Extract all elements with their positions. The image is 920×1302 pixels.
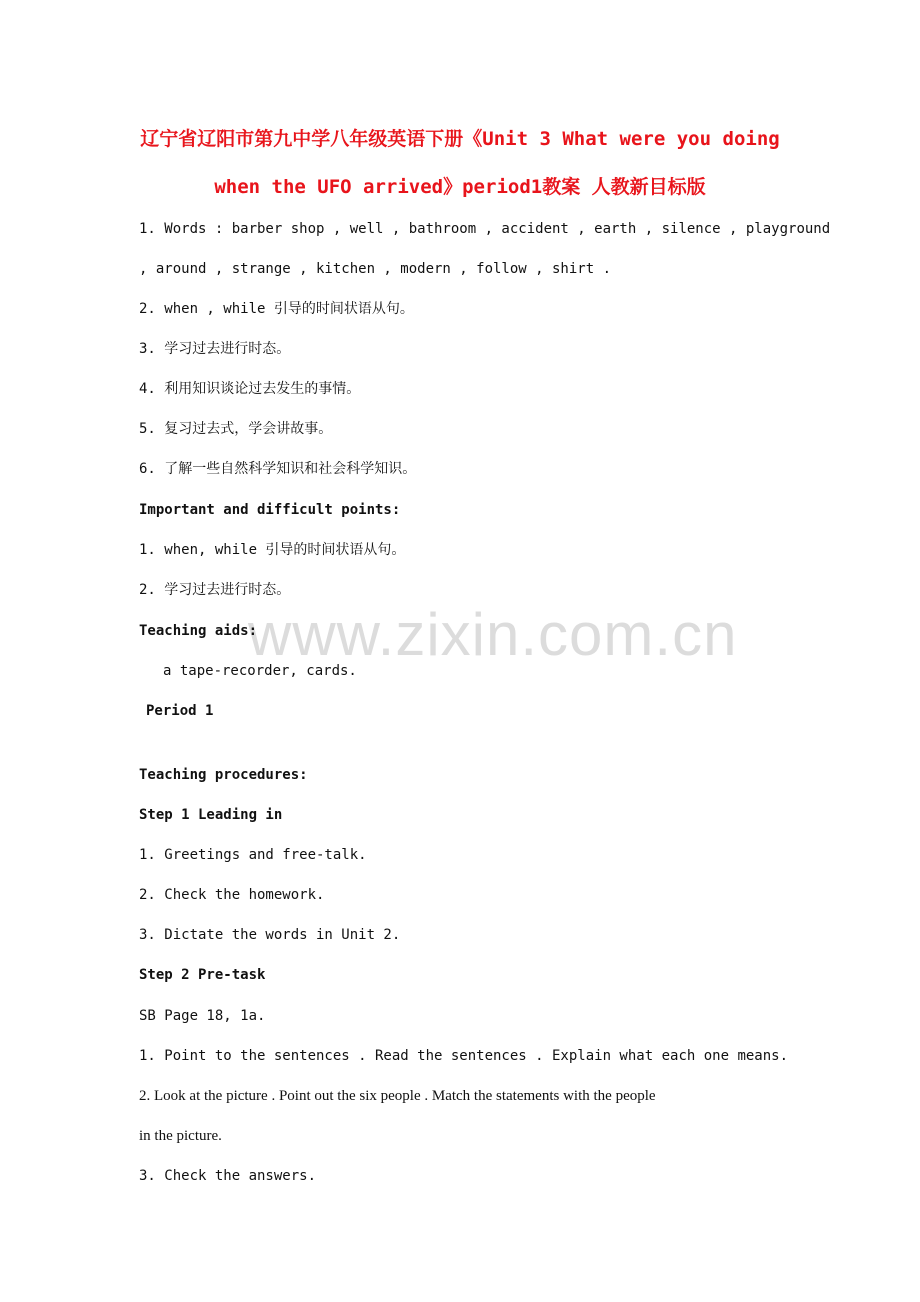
- document-title-line-1: 辽宁省辽阳市第九中学八年级英语下册《Unit 3 What were you doing: [140, 128, 780, 150]
- step1-heading: Step 1 Leading in: [139, 807, 283, 823]
- objective-item-6: 6. 了解一些自然科学知识和社会科学知识。: [139, 461, 417, 477]
- teaching-aids-text: a tape-recorder, cards.: [163, 663, 357, 679]
- objective-item-4: 4. 利用知识谈论过去发生的事情。: [139, 381, 361, 397]
- step2-reference: SB Page 18, 1a.: [139, 1008, 266, 1024]
- objective-item-5: 5. 复习过去式，学会讲故事。: [139, 421, 333, 437]
- step2-heading: Step 2 Pre-task: [139, 967, 266, 983]
- step1-item-1: 1. Greetings and free-talk.: [139, 847, 367, 863]
- procedures-heading: Teaching procedures:: [139, 767, 308, 783]
- step1-item-3: 3. Dictate the words in Unit 2.: [139, 927, 401, 943]
- objective-words-line-1: 1. Words : barber shop , well , bathroom , accident , earth , silence , playground: [139, 221, 831, 237]
- watermark: www.zixin.com.cn: [248, 601, 738, 668]
- objective-item-3: 3. 学习过去进行时态。: [139, 341, 291, 357]
- important-point-1: 1. when, while 引导的时间状语从句。: [139, 542, 406, 558]
- teaching-aids-heading: Teaching aids:: [139, 623, 258, 639]
- step1-item-2: 2. Check the homework.: [139, 887, 325, 903]
- step2-item-1: 1. Point to the sentences . Read the sentences . Explain what each one means.: [139, 1048, 789, 1064]
- important-points-heading: Important and difficult points:: [139, 502, 401, 518]
- objective-item-2: 2. when , while 引导的时间状语从句。: [139, 301, 414, 317]
- important-point-2: 2. 学习过去进行时态。: [139, 582, 291, 598]
- step2-item-3: 3. Check the answers.: [139, 1168, 317, 1184]
- step2-item-2-line-2: in the picture.: [139, 1128, 222, 1144]
- objective-words-line-2: , around , strange , kitchen , modern , follow , shirt .: [139, 261, 612, 277]
- period-label: Period 1: [146, 703, 214, 719]
- document-title-line-2: when the UFO arrived》period1教案 人教新目标版: [214, 176, 706, 198]
- step2-item-2-line-1: 2. Look at the picture . Point out the six people . Match the statements with the people: [139, 1088, 656, 1104]
